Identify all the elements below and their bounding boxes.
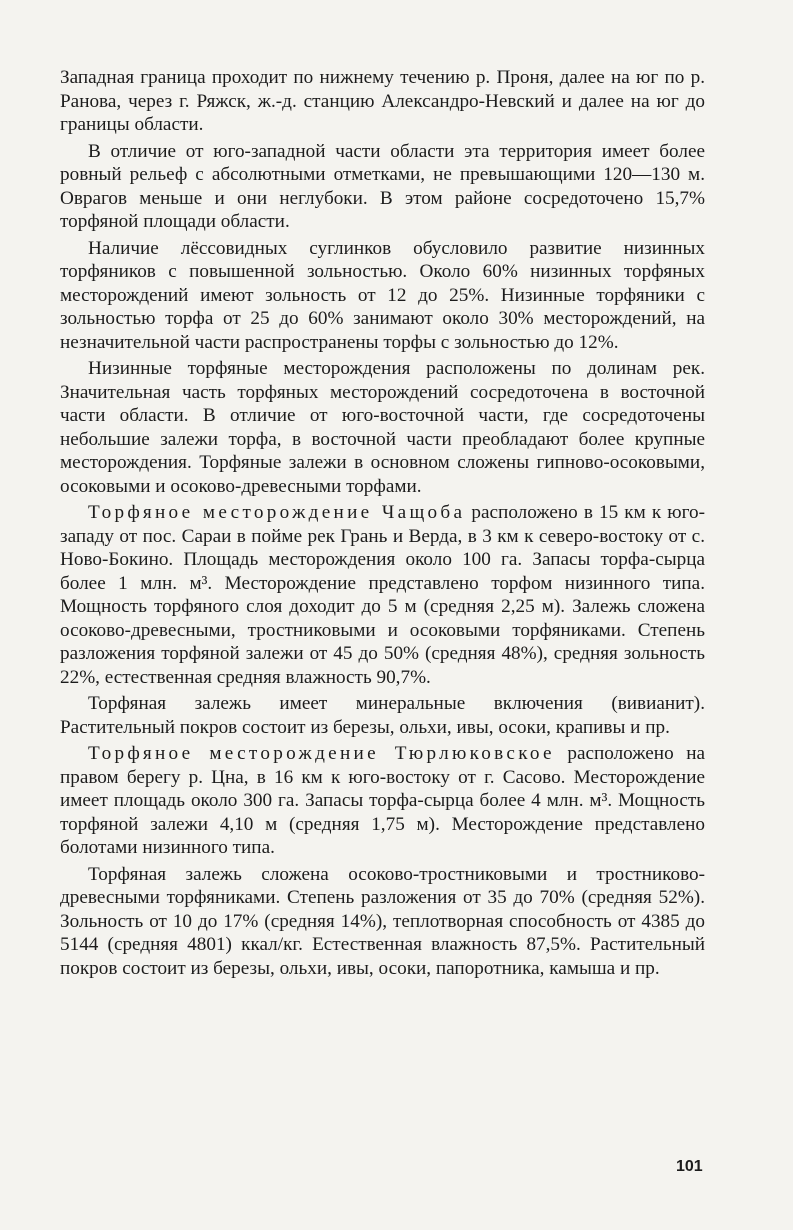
paragraph: Низинные торфяные месторождения расположены по долинам рек. Значительная часть торфяных месторождений сосредоточена в восточной части области. В отличие от юго-восточной части, где сосредоточены небольшие залежи торфа, в восточной части преобладают более крупные месторождения. Торфяные залежи в основном сложены гипново-осоковыми, осоковыми и осоково-древесными торфами. <box>60 358 705 497</box>
paragraph: В отличие от юго-западной части области эта территория имеет более ровный рельеф с абсолютными отметками, не превышающими 120—130 м. Оврагов меньше и они неглубоки. В этом районе сосредоточено 15,7% торфяной площади области. <box>60 140 705 232</box>
paragraph: Наличие лёссовидных суглинков обусловило развитие низинных торфяников с повышенной зольностью. Около 60% низинных торфяных месторождений имеют зольность от 12 до 25%. Низинные торфяники с зольностью торфа от 25 до 60% занимают около 30% месторождений, на незначительной части распространены торфы с зольностью до 12%. <box>60 237 705 353</box>
deposit-name: Торфяное месторождение Чащоба <box>88 502 466 523</box>
paragraph: Торфяная залежь имеет минеральные включения (вивианит). Растительный покров состоит из березы, ольхи, ивы, осоки, крапивы и пр. <box>60 693 705 738</box>
paragraph: Западная граница проходит по нижнему течению р. Проня, далее на юг по р. Ранова, через г. Ряжск, ж.-д. станцию Александро-Невский и далее на юг до границы области. <box>60 67 705 135</box>
paragraph: Торфяное месторождение Чащоба расположено в 15 км к юго-западу от пос. Сараи в пойме рек Грань и Верда, в 3 км к северо-востоку от с. Ново-Бокино. Площадь месторождения около 100 га. Запасы торфа-сырца более 1 млн. м³. Месторождение представлено торфом низинного типа. Мощность торфяного слоя доходит до 5 м (средняя 2,25 м). Залежь сложена осоково-древесными, тростниковыми и осоковыми торфяниками. Степень разложения торфяной залежи от 45 до 50% (средняя 48%), средняя зольность 22%, естественная средняя влажность 90,7%. <box>60 502 705 688</box>
deposit-name: Торфяное месторождение Тюрлюковское <box>88 743 555 764</box>
body-text <box>60 66 705 983</box>
paragraph: Торфяная залежь сложена осоково-тростниковыми и тростниково-древесными торфяниками. Степень разложения от 35 до 70% (средняя 52%). Зольность от 10 до 17% (средняя 14%), теплотворная способность от 4385 до 5144 (средняя 4801) ккал/кг. Естественная влажность 87,5%. Растительный покров состоит из березы, ольхи, ивы, осоки, папоротника, камыша и пр. <box>60 863 705 979</box>
paragraph: Торфяное месторождение Тюрлюковское расположено на правом берегу р. Цна, в 16 км к юго-востоку от г. Сасово. Месторождение имеет площадь около 300 га. Запасы торфа-сырца более 4 млн. м³. Мощность торфяной залежи 4,10 м (средняя 1,75 м). Месторождение представлено болотами низинного типа. <box>60 743 706 858</box>
page-number: 101 <box>676 1158 703 1175</box>
